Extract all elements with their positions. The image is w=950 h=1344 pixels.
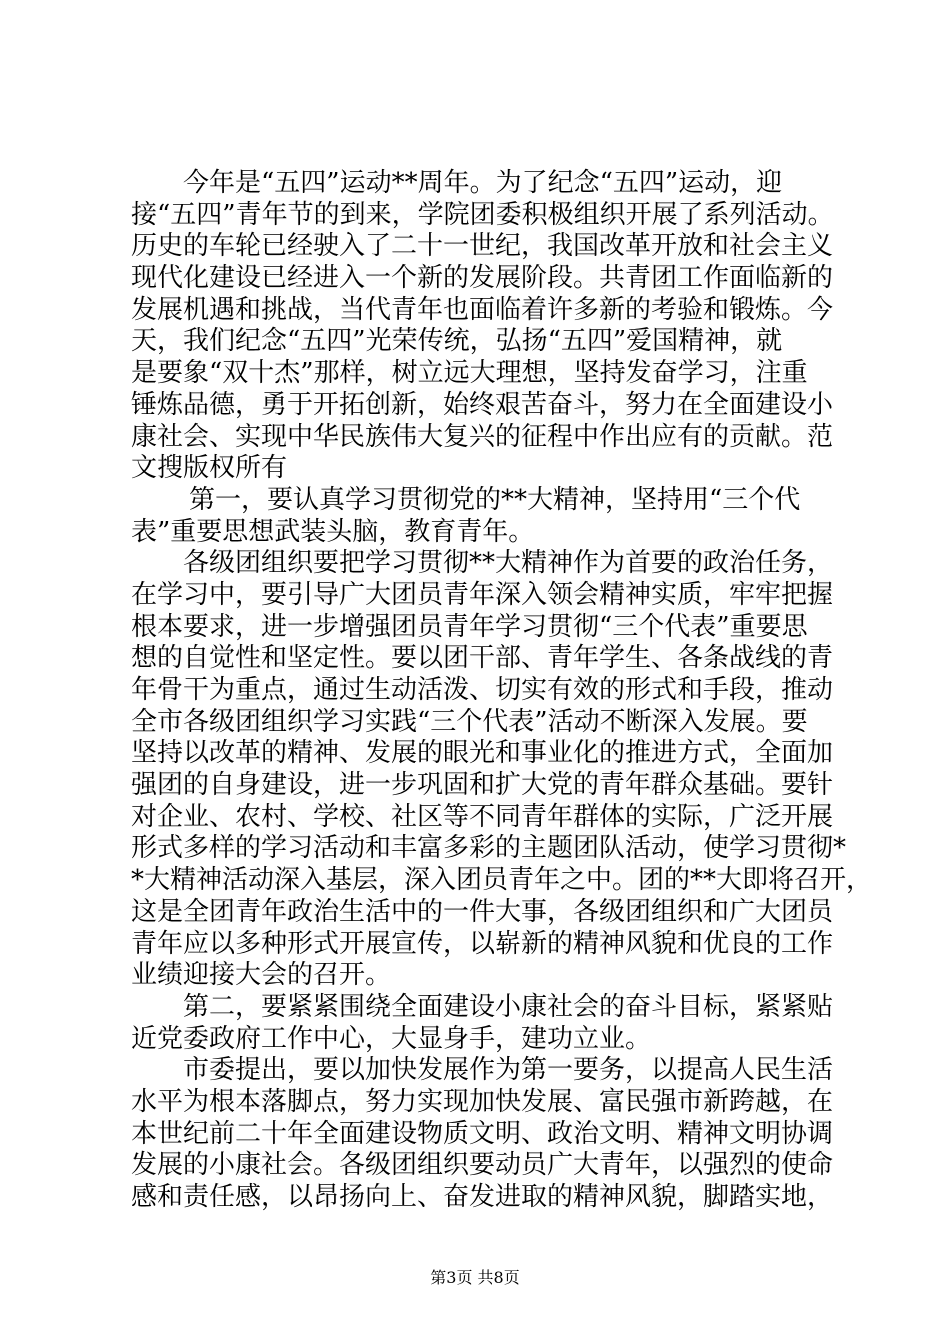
paragraph-line: 第二，要紧紧围绕全面建设小康社会的奋斗目标，紧紧贴 bbox=[183, 991, 834, 1022]
paragraph-line: 第一，要认真学习贯彻党的**大精神，坚持用“三个代 bbox=[189, 484, 801, 515]
paragraph-line: 全市各级团组织学习实践“三个代表”活动不断深入发展。要 bbox=[131, 706, 808, 737]
paragraph-line: 坚持以改革的精神、发展的眼光和事业化的推进方式，全面加 bbox=[131, 738, 834, 769]
paragraph-line: 市委提出，要以加快发展作为第一要务，以提高人民生活 bbox=[183, 1055, 834, 1086]
page-number-label: 第3页 共8页 bbox=[430, 1268, 520, 1287]
paragraph-line: *大精神活动深入基层，深入团员青年之中。团的**大即将召开， bbox=[131, 865, 873, 896]
paragraph-line: 发展机遇和挑战，当代青年也面临着许多新的考验和锻炼。今 bbox=[131, 294, 834, 325]
paragraph-line: 业绩迎接大会的召开。 bbox=[131, 960, 392, 991]
paragraph-line: 本世纪前二十年全面建设物质文明、政治文明、精神文明协调 bbox=[131, 1118, 834, 1149]
page-footer bbox=[0, 1268, 950, 1288]
paragraph-line: 水平为根本落脚点，努力实现加快发展、富民强市新跨越，在 bbox=[131, 1086, 834, 1117]
paragraph-line: 今年是“五四”运动**周年。为了纪念“五四”运动，迎 bbox=[183, 168, 783, 198]
paragraph-line: 接“五四”青年节的到来，学院团委积极组织开展了系列活动。 bbox=[131, 199, 834, 230]
paragraph-line: 在学习中，要引导广大团员青年深入领会精神实质，牢牢把握 bbox=[131, 579, 834, 610]
paragraph-line: 历史的车轮已经驶入了二十一世纪，我国改革开放和社会主义 bbox=[131, 231, 834, 262]
paragraph-line: 文搜版权所有 bbox=[131, 453, 288, 484]
paragraph-line: 感和责任感，以昂扬向上、奋发进取的精神风貌，脚踏实地， bbox=[131, 1182, 834, 1212]
paragraph-line: 年骨干为重点，通过生动活泼、切实有效的形式和手段，推动 bbox=[131, 675, 834, 705]
paragraph-line: 对企业、农村、学校、社区等不同青年群体的实际，广泛开展 bbox=[131, 801, 834, 832]
paragraph-line: 锤炼品德，勇于开拓创新，始终艰苦奋斗，努力在全面建设小 bbox=[131, 389, 834, 420]
paragraph-line: 强团的自身建设，进一步巩固和扩大党的青年群众基础。要针 bbox=[131, 770, 834, 801]
paragraph-line: 形式多样的学习活动和丰富多彩的主题团队活动，使学习贯彻* bbox=[131, 833, 847, 864]
paragraph-line: 这是全团青年政治生活中的一件大事，各级团组织和广大团员 bbox=[131, 896, 834, 927]
paragraph-line: 根本要求，进一步增强团员青年学习贯彻“三个代表”重要思 bbox=[131, 611, 808, 642]
paragraph-line: 青年应以多种形式开展宣传，以崭新的精神风貌和优良的工作 bbox=[131, 928, 834, 959]
paragraph-line: 康社会、实现中华民族伟大复兴的征程中作出应有的贡献。范 bbox=[131, 421, 834, 452]
paragraph-line: 天，我们纪念“五四”光荣传统，弘扬“五四”爱国精神，就 bbox=[131, 326, 783, 357]
paragraph-line: 是要象“双十杰”那样，树立远大理想，坚持发奋学习，注重 bbox=[131, 358, 808, 389]
paragraph-line: 各级团组织要把学习贯彻**大精神作为首要的政治任务， bbox=[183, 548, 834, 579]
paragraph-line: 近党委政府工作中心，大显身手，建功立业。 bbox=[131, 1023, 652, 1054]
paragraph-line: 发展的小康社会。各级团组织要动员广大青年，以强烈的使命 bbox=[131, 1150, 834, 1181]
paragraph-line: 现代化建设已经进入一个新的发展阶段。共青团工作面临新的 bbox=[131, 263, 834, 294]
paragraph-line: 想的自觉性和坚定性。要以团干部、青年学生、各条战线的青 bbox=[131, 643, 834, 674]
paragraph-line: 表”重要思想武装头脑，教育青年。 bbox=[131, 516, 535, 547]
document-body bbox=[131, 168, 873, 1214]
